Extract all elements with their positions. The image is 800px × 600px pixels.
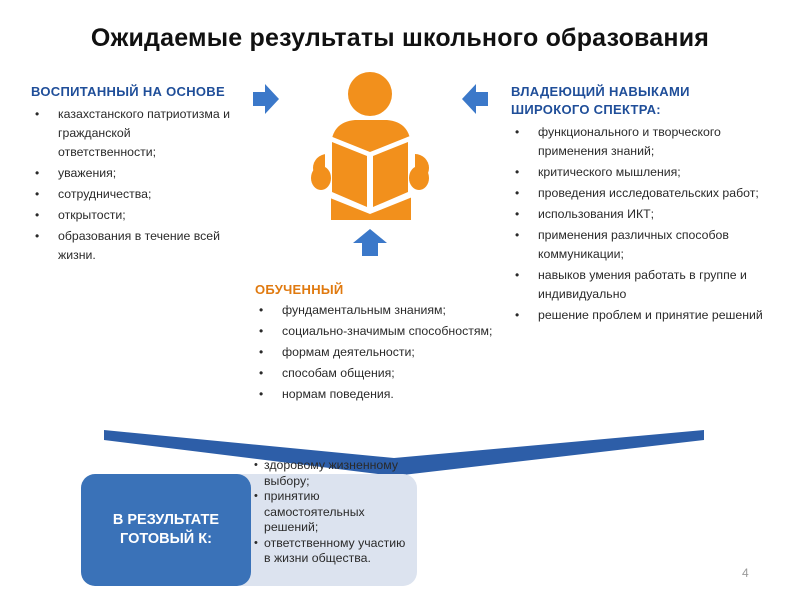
list-item: • использования ИКТ; [511, 205, 771, 224]
page-title: Ожидаемые результаты школьного образования [90, 24, 710, 52]
list-item: • способам общения; [255, 364, 495, 383]
right-heading: ВЛАДЕЮЩИЙ НАВЫКАМИ ШИРОКОГО СПЕКТРА: [511, 84, 690, 117]
list-item: • навыков умения работать в группе и индивидуально [511, 266, 771, 304]
result-label: В РЕЗУЛЬТАТЕ ГОТОВЫЙ К: [112, 512, 220, 547]
list-item: • открытости; [31, 206, 231, 225]
result-label-box [81, 474, 251, 586]
list-item: • критического мышления; [511, 163, 771, 182]
center-column [255, 281, 495, 406]
arrow-up-icon [353, 229, 387, 256]
list-item: • социально-значимым способностям; [255, 322, 495, 341]
list-item: • сотрудничества; [31, 185, 231, 204]
center-list [255, 301, 495, 404]
list-item: • функционального и творческого применения знаний; [511, 123, 771, 161]
list-item: • решение проблем и принятие решений [511, 306, 771, 325]
reading-person-icon [303, 70, 443, 220]
list-item: • здоровому жизненному выбору; [254, 458, 414, 489]
page-number: 4 [742, 566, 749, 580]
list-item: • уважения; [31, 164, 231, 183]
right-column [511, 83, 771, 327]
center-heading: ОБУЧЕННЫЙ [255, 282, 344, 297]
left-heading: ВОСПИТАННЫЙ НА ОСНОВЕ [31, 84, 225, 99]
arrow-right-icon [253, 84, 279, 114]
list-item: • проведения исследовательских работ; [511, 184, 771, 203]
right-list [511, 123, 771, 325]
arrow-left-icon [462, 84, 488, 114]
list-item: • образования в течение всей жизни. [31, 227, 231, 265]
list-item: • ответственному участию в жизни общества. [254, 536, 414, 567]
list-item: • нормам поведения. [255, 385, 495, 404]
left-list [31, 105, 231, 265]
left-column [31, 83, 231, 267]
list-item: • фундаментальным знаниям; [255, 301, 495, 320]
list-item: • принятию самостоятельных решений; [254, 489, 414, 536]
list-item: • применения различных способов коммуникации; [511, 226, 771, 264]
list-item: • казахстанского патриотизма и гражданской ответственности; [31, 105, 231, 162]
result-list-box [240, 458, 417, 586]
list-item: • формам деятельности; [255, 343, 495, 362]
